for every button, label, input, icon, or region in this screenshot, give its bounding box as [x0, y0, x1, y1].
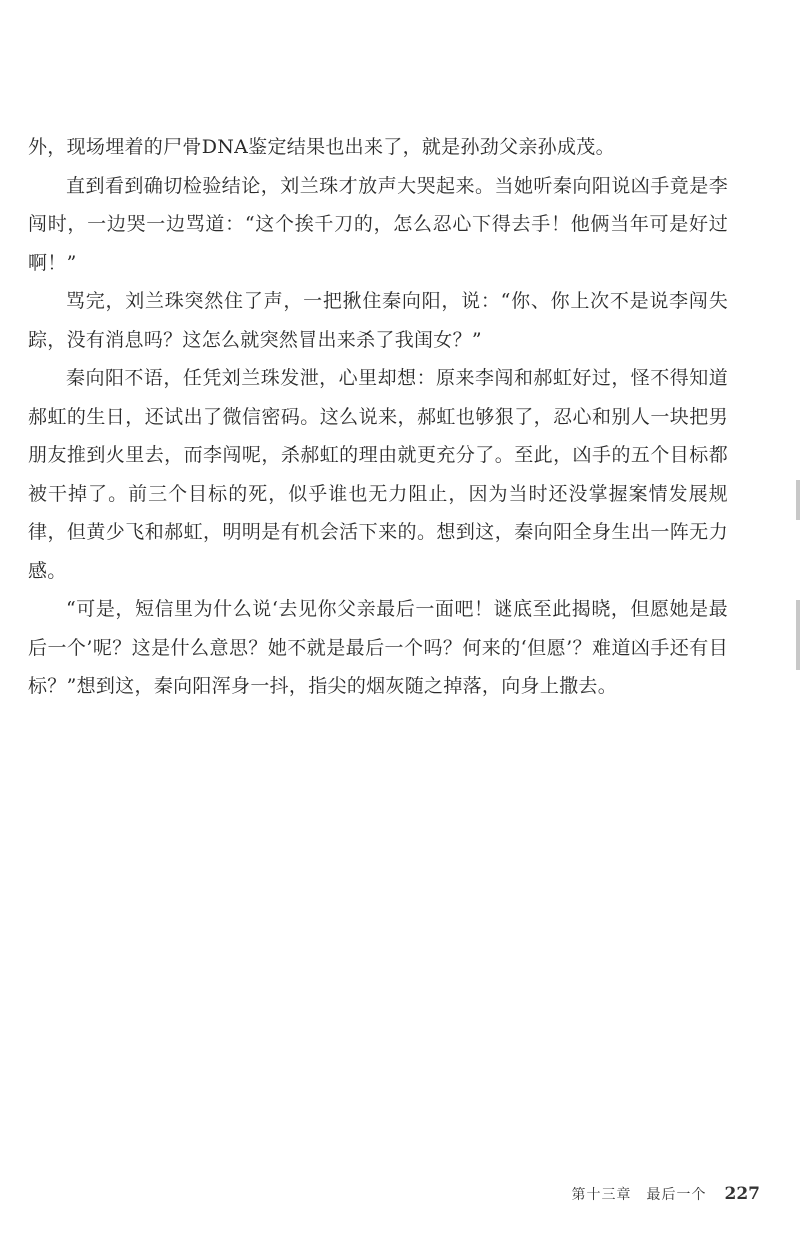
paragraph-2: 直到看到确切检验结论，刘兰珠才放声大哭起来。当她听秦向阳说凶手竟是李闯时，一边哭一边骂道：“这个挨千刀的，怎么忍心下得去手！他俩当年可是好过啊！” [28, 174, 728, 274]
page-edge-mark [796, 480, 800, 520]
paragraph-4: 秦向阳不语，任凭刘兰珠发泄，心里却想：原来李闯和郝虹好过，怪不得知道郝虹的生日，还试出了微信密码。这么说来，郝虹也够狠了，忍心和别人一块把男朋友推到火里去，而李闯呢，杀郝虹的理由就更充分了。至此，凶手的五个目标都被干掉了。前三个目标的死，似乎谁也无力阻止，因为当时还没掌握案情发展规律，但黄少飞和郝虹，明明是有机会活下来的。想到这，秦向阳全身生出一阵无力感。 [28, 367, 728, 582]
page-edge-mark [796, 600, 800, 670]
chapter-title: 第十三章 最后一个 [571, 1187, 707, 1203]
page-number: 227 [724, 1184, 760, 1204]
page-body [28, 128, 728, 706]
paragraph-5: “可是，短信里为什么说‘去见你父亲最后一面吧！谜底至此揭晓，但愿她是最后一个’呢？这是什么意思？她不就是最后一个吗？何来的‘但愿’？难道凶手还有目标？”想到这，秦向阳浑身一抖，指尖的烟灰随之掉落，向身上撒去。 [28, 598, 728, 697]
paragraph-1: 外，现场埋着的尸骨DNA鉴定结果也出来了，就是孙劲父亲孙成茂。 [28, 136, 615, 158]
page-footer [560, 1180, 760, 1208]
paragraph-3: 骂完，刘兰珠突然住了声，一把揪住秦向阳，说：“你、你上次不是说李闯失踪，没有消息吗？这怎么就突然冒出来杀了我闺女？” [28, 290, 728, 351]
